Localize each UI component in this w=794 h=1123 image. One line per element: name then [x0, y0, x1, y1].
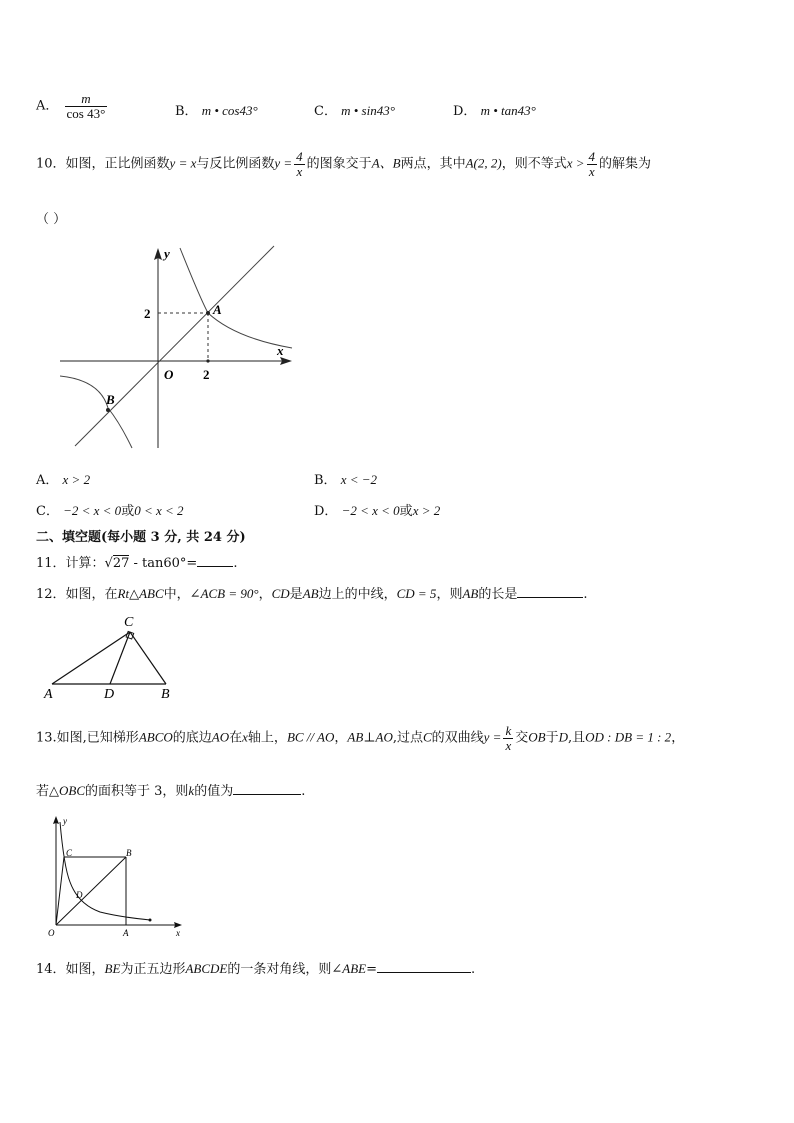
q13-stem-line1: 13.如图,已知梯形ABCO的底边AO在x轴上，BC // AO，AB⊥AO,过点C的双曲线y = $\frac{k}{x}$ 交OB于D,且OD : DB = 1 : 2，	[36, 723, 685, 753]
q13-fraction-k-over-x: $\frac{k}{x}$	[505, 723, 512, 753]
tick-label-x-2: 2	[203, 367, 210, 382]
q10-option-d: D． −2 < x < 0或x > 2	[314, 503, 441, 519]
point-a	[206, 311, 210, 315]
q9-option-a	[36, 92, 109, 120]
label-o: O	[48, 928, 55, 938]
q10-option-b: B． x < −2	[314, 472, 378, 488]
curve-end-point	[149, 919, 152, 922]
label-d: D	[76, 890, 83, 900]
label-a: A	[213, 302, 222, 317]
label-y: y	[164, 246, 170, 261]
label-y: y	[63, 816, 67, 826]
q12-figure	[40, 612, 180, 700]
label-c: C	[124, 615, 134, 630]
segment-cb	[130, 632, 166, 684]
q9-option-a-fraction: $\frac{m}{\cos 43^\circ}$	[66, 91, 106, 121]
hyperbola-curve	[60, 822, 150, 920]
hyperbola-branch-q1	[180, 248, 292, 348]
point-b	[106, 408, 110, 412]
sqrt-symbol: √	[104, 556, 113, 571]
q13-figure	[40, 812, 188, 940]
q10-fraction-4-over-x: $\frac{4}{x}$	[296, 149, 303, 179]
tick-label-y-2: 2	[144, 306, 151, 321]
segment-oc	[56, 857, 64, 925]
q10-answer-paren: （ ）	[36, 212, 67, 227]
y-axis-arrow	[53, 816, 59, 824]
q10-option-a: A． x > 2	[36, 472, 91, 488]
label-b: B	[106, 392, 115, 407]
q9-option-c: C． m • sin43°	[314, 103, 395, 119]
q10-graph	[60, 238, 300, 453]
q14-stem: 14．如图，BE为正五边形ABCDE的一条对角线，则∠ABE= .	[36, 961, 476, 977]
q10-stem: 10．如图，正比例函数y = x与反比例函数y = $\frac{4}{x}$ 的图象交于A、B两点，其中A(2, 2)，则不等式x > $\frac{4}{x}$ 的解集为	[36, 149, 652, 179]
label-x: x	[176, 928, 180, 938]
label-d: D	[104, 687, 115, 700]
q9-option-b: B． m • cos43°	[175, 103, 258, 119]
q10-option-c: C． −2 < x < 0或0 < x < 2	[36, 503, 184, 519]
q9-option-d: D． m • tan43°	[453, 103, 536, 119]
q10-inequality-fraction: $\frac{4}{x}$	[588, 149, 596, 179]
q12-stem: 12．如图，在Rt△ABC中，∠ACB = 90°，CD是AB边上的中线，CD = 5，则AB的长是 .	[36, 586, 588, 602]
line-y-equals-x	[75, 246, 274, 446]
label-o: O	[164, 367, 174, 382]
label-b: B	[161, 687, 170, 700]
q14-answer-blank	[377, 960, 471, 973]
segment-ac	[52, 632, 130, 684]
q13-stem-line2: 若△OBC的面积等于 3，则k的值为 .	[36, 783, 306, 799]
q13-answer-blank	[233, 782, 301, 795]
q12-answer-blank	[517, 585, 583, 598]
segment-cd	[110, 632, 130, 684]
label-x: x	[277, 343, 284, 358]
q9-option-a-label: A．	[36, 98, 59, 114]
label-c: C	[66, 848, 73, 858]
label-a: A	[44, 687, 53, 700]
section-heading: 二、填空题(每小题 3 分, 共 24 分)	[36, 530, 246, 545]
label-b: B	[126, 848, 132, 858]
sqrt-radicand: 27	[112, 556, 130, 571]
q11-answer-blank	[197, 554, 233, 567]
hyperbola-branch-q3	[60, 376, 132, 448]
tick-x-2	[206, 359, 209, 362]
q11-stem: 11．计算：√27 - tan60°= .	[36, 556, 238, 571]
label-a: A	[123, 928, 129, 938]
